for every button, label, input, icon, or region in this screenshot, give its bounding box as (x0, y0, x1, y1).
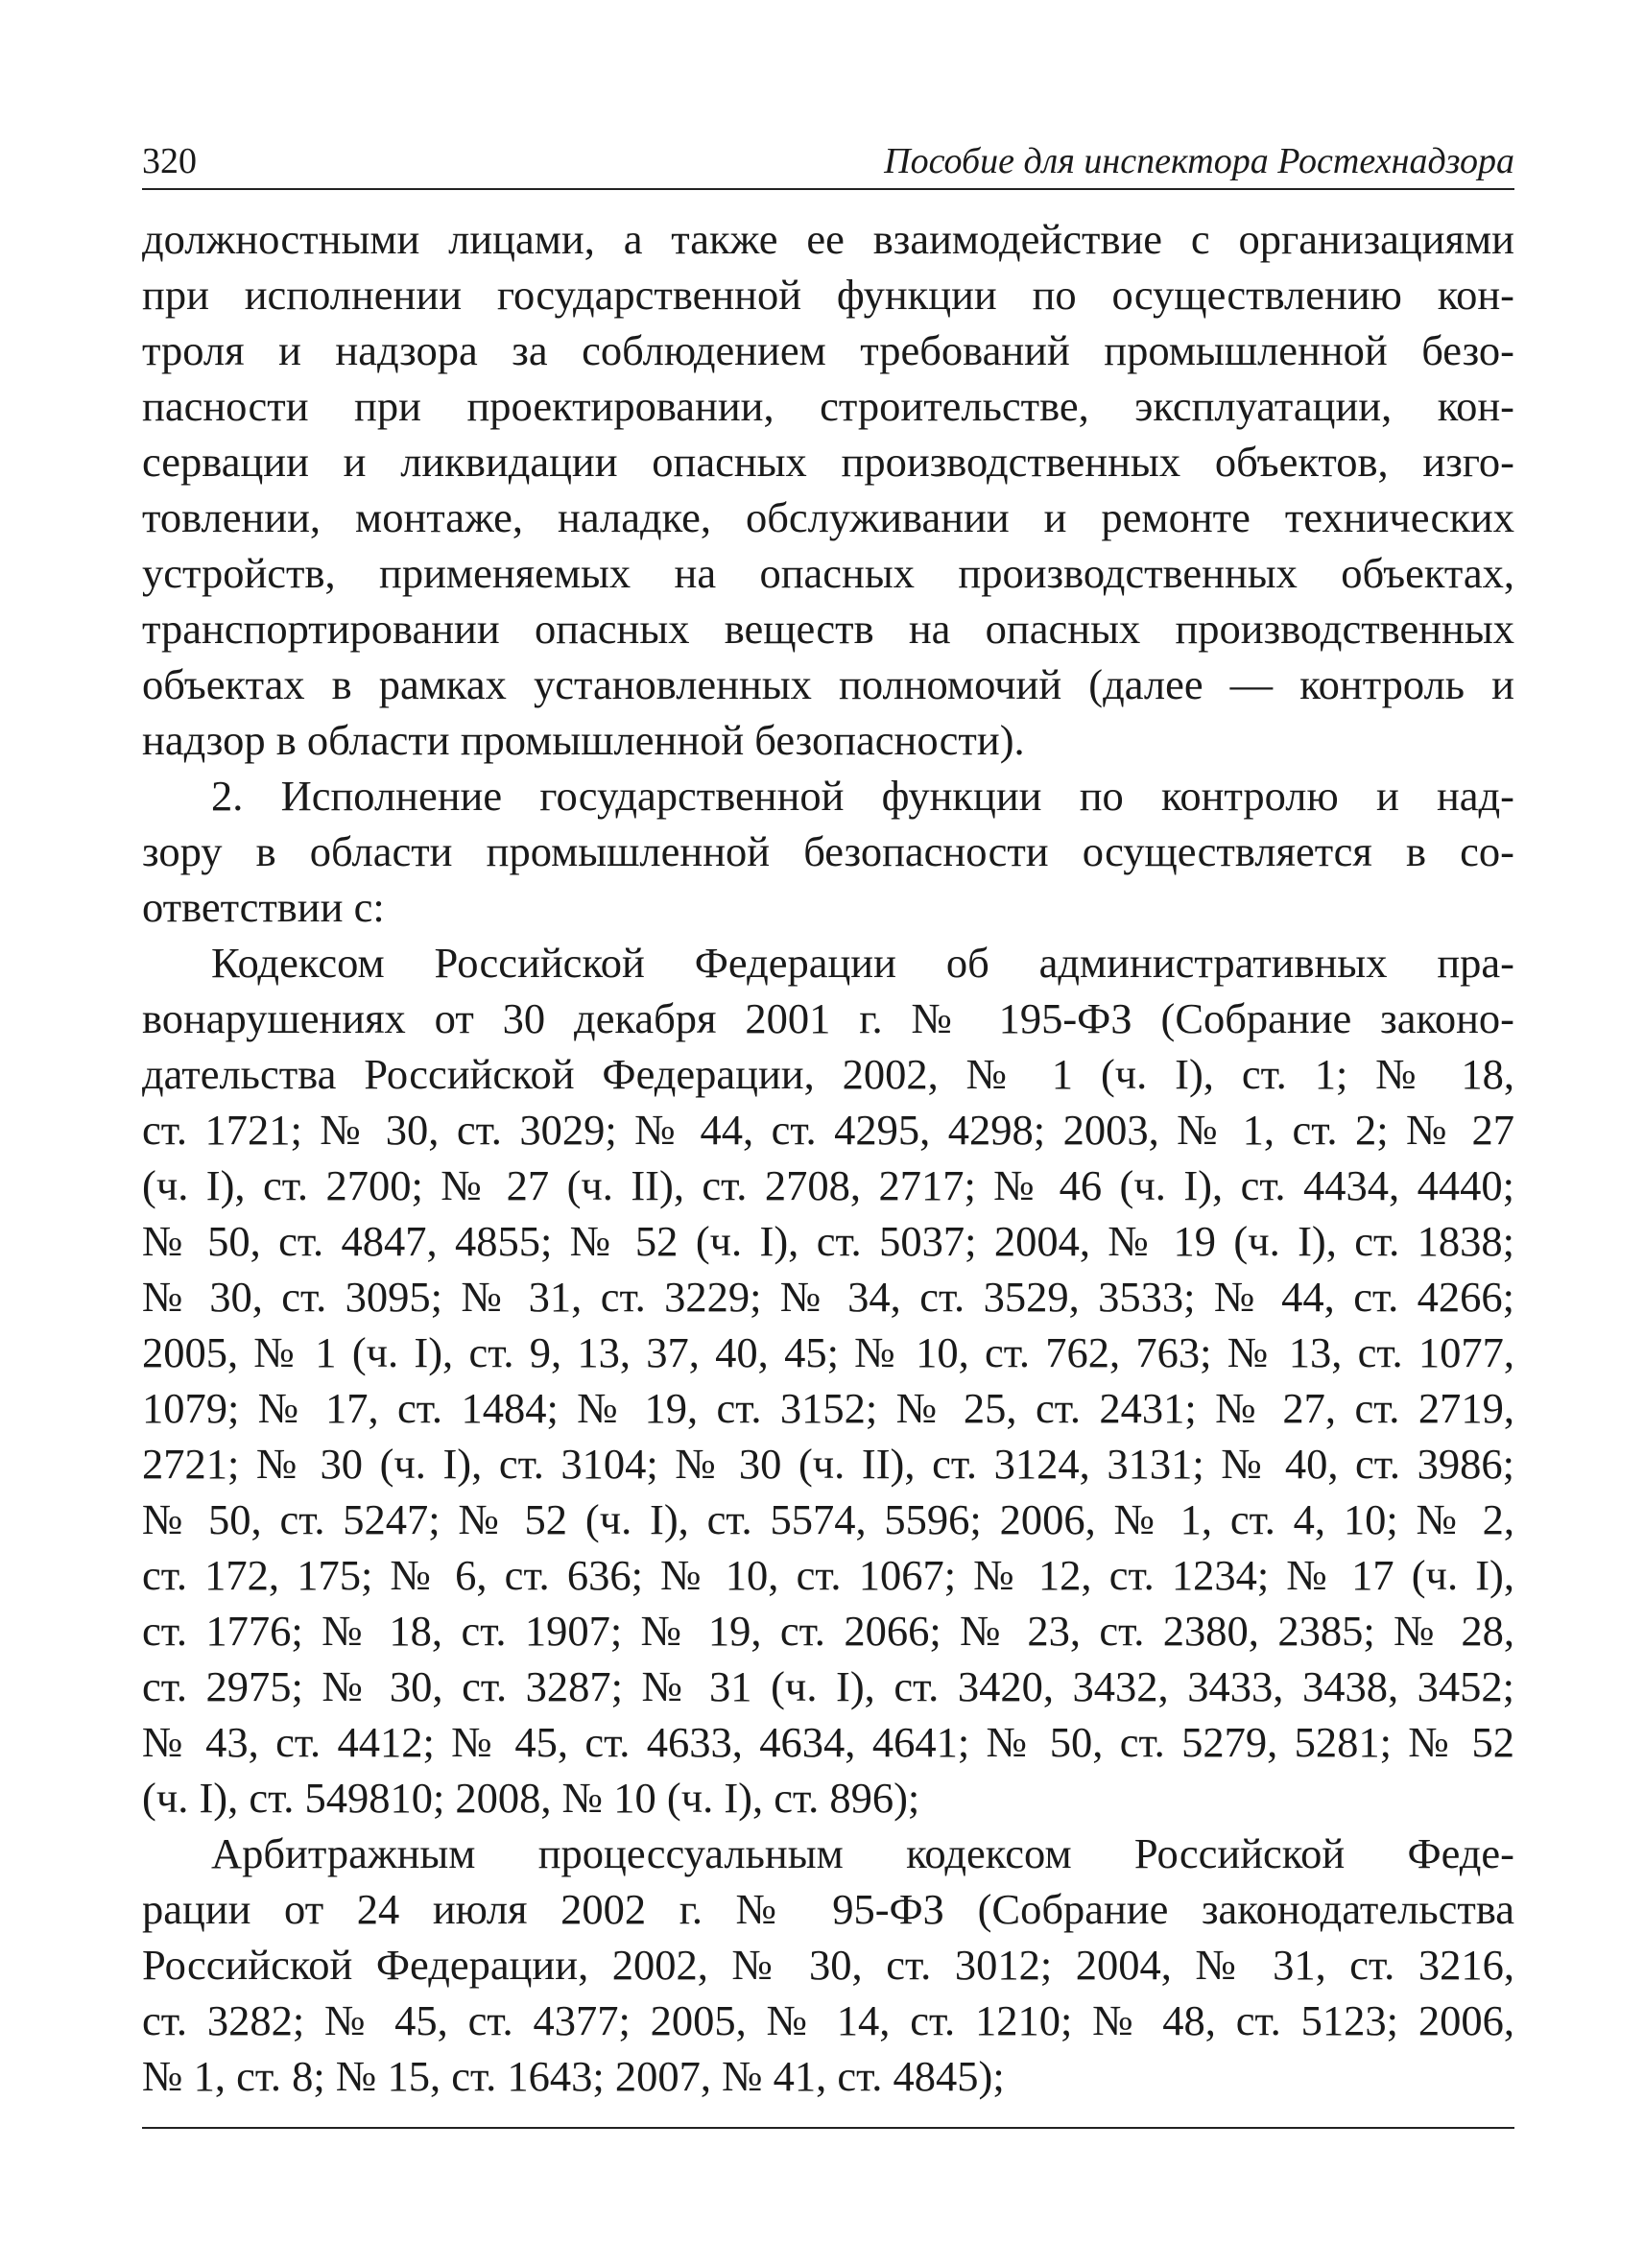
text-line: устройств, применяемых на опасных производственных объектах, (142, 549, 1514, 597)
text-line: (ч. I), ст. 2700; № 27 (ч. II), ст. 2708, 2717; № 46 (ч. I), ст. 4434, 4440; (142, 1161, 1514, 1209)
text-line: 2. Исполнение государственной функции по контролю и над- (211, 772, 1514, 820)
text-line: № 43, ст. 4412; № 45, ст. 4633, 4634, 4641; № 50, ст. 5279, 5281; № 52 (142, 1718, 1514, 1766)
paragraph (142, 935, 1514, 1826)
text-line: № 50, ст. 4847, 4855; № 52 (ч. I), ст. 5037; 2004, № 19 (ч. I), ст. 1838; (142, 1217, 1514, 1265)
document-page (142, 132, 1514, 2129)
text-line: ответствии с: (142, 883, 385, 931)
text-line: Арбитражным процессуальным кодексом Российской Феде- (211, 1829, 1514, 1877)
text-line: (ч. I), ст. 549810; 2008, № 10 (ч. I), ст. 896); (142, 1774, 920, 1822)
text-line: Российской Федерации, 2002, № 30, ст. 3012; 2004, № 31, ст. 3216, (142, 1941, 1514, 1989)
text-line: ст. 1721; № 30, ст. 3029; № 44, ст. 4295, 4298; 2003, № 1, ст. 2; № 27 (142, 1106, 1514, 1154)
text-line: № 50, ст. 5247; № 52 (ч. I), ст. 5574, 5596; 2006, № 1, ст. 4, 10; № 2, (142, 1495, 1514, 1543)
running-head (142, 132, 1514, 190)
text-line: объектах в рамках установленных полномочий (далее — контроль и (142, 660, 1514, 708)
paragraph (142, 768, 1514, 935)
book-title: Пособие для инспектора Ростехнадзора (884, 141, 1514, 181)
text-line: Кодексом Российской Федерации об административных пра- (211, 939, 1514, 987)
text-line: дательства Российской Федерации, 2002, № 1 (ч. I), ст. 1; № 18, (142, 1050, 1514, 1098)
text-line: пасности при проектировании, строительстве, эксплуатации, кон- (142, 382, 1514, 430)
text-line: 2721; № 30 (ч. I), ст. 3104; № 30 (ч. II), ст. 3124, 3131; № 40, ст. 3986; (142, 1440, 1514, 1488)
text-line: троля и надзора за соблюдением требований промышленной безо- (142, 326, 1514, 374)
body-text (142, 211, 1514, 2104)
text-line: при исполнении государственной функции по осуществлению кон- (142, 271, 1514, 319)
text-line: 1079; № 17, ст. 1484; № 19, ст. 3152; № 25, ст. 2431; № 27, ст. 2719, (142, 1384, 1514, 1432)
page-number: 320 (142, 141, 197, 181)
text-line: № 1, ст. 8; № 15, ст. 1643; 2007, № 41, ст. 4845); (142, 2052, 1005, 2100)
text-line: ст. 172, 175; № 6, ст. 636; № 10, ст. 1067; № 12, ст. 1234; № 17 (ч. I), (142, 1551, 1514, 1599)
bottom-rule (142, 2127, 1514, 2129)
paragraph (142, 1826, 1514, 2104)
text-line: ст. 2975; № 30, ст. 3287; № 31 (ч. I), ст. 3420, 3432, 3433, 3438, 3452; (142, 1662, 1514, 1710)
paragraph (142, 211, 1514, 768)
text-line: транспортировании опасных веществ на опасных производственных (142, 605, 1514, 653)
text-line: рации от 24 июля 2002 г. № 95-ФЗ (Собрание законодательства (142, 1885, 1514, 1933)
text-line: ст. 3282; № 45, ст. 4377; 2005, № 14, ст. 1210; № 48, ст. 5123; 2006, (142, 1996, 1514, 2044)
text-line: вонарушениях от 30 декабря 2001 г. № 195-ФЗ (Собрание законо- (142, 994, 1514, 1042)
text-line: надзор в области промышленной безопасности). (142, 716, 1025, 764)
text-line: зору в области промышленной безопасности осуществляется в со- (142, 827, 1514, 875)
text-line: товлении, монтаже, наладке, обслуживании и ремонте технических (142, 493, 1514, 541)
text-line: 2005, № 1 (ч. I), ст. 9, 13, 37, 40, 45; № 10, ст. 762, 763; № 13, ст. 1077, (142, 1328, 1514, 1376)
text-line: сервации и ликвидации опасных производственных объектов, изго- (142, 438, 1514, 486)
text-line: должностными лицами, а также ее взаимодействие с организациями (142, 215, 1514, 263)
text-line: ст. 1776; № 18, ст. 1907; № 19, ст. 2066; № 23, ст. 2380, 2385; № 28, (142, 1607, 1514, 1655)
text-line: № 30, ст. 3095; № 31, ст. 3229; № 34, ст. 3529, 3533; № 44, ст. 4266; (142, 1273, 1514, 1321)
